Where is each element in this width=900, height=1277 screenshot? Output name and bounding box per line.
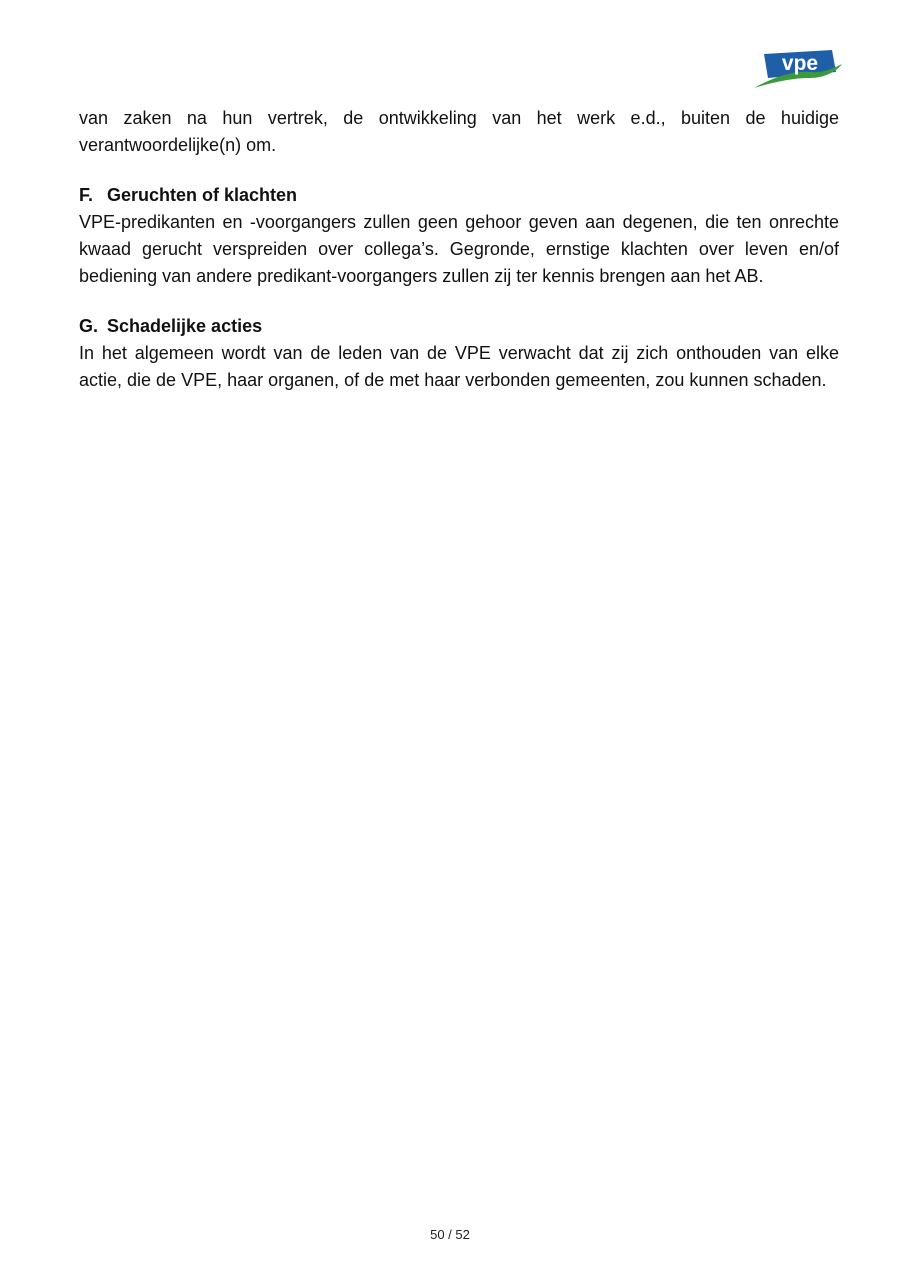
section-heading-g	[79, 313, 839, 340]
section-heading-f	[79, 182, 839, 209]
intro-paragraph: van zaken na hun vertrek, de ontwikkeling van het werk e.d., buiten de huidige verantwoordelijke(n) om.	[79, 108, 839, 155]
page-number: 50 / 52	[430, 1227, 470, 1242]
section-body-g: In het algemeen wordt van de leden van de VPE verwacht dat zij zich onthouden van elke actie, die de VPE, haar organen, of de met haar verbonden gemeenten, zou kunnen schaden.	[79, 343, 839, 390]
section-title: Schadelijke acties	[107, 316, 263, 336]
vpe-logo-mark	[752, 48, 844, 92]
logo-text: vpe	[781, 52, 819, 75]
section-letter: G.	[79, 316, 99, 336]
vpe-logo	[752, 48, 844, 92]
section-title: Geruchten of klachten	[107, 185, 298, 205]
section-letter: F.	[79, 185, 94, 205]
document-body	[79, 105, 839, 394]
section-body-f: VPE-predikanten en -voorgangers zullen geen gehoor geven aan degenen, die ten onrechte kwaad gerucht verspreiden over collega’s. Gegronde, ernstige klachten over leven en/of bediening van andere predikant-voorgangers zullen zij ter kennis brengen aan het AB.	[79, 212, 839, 286]
